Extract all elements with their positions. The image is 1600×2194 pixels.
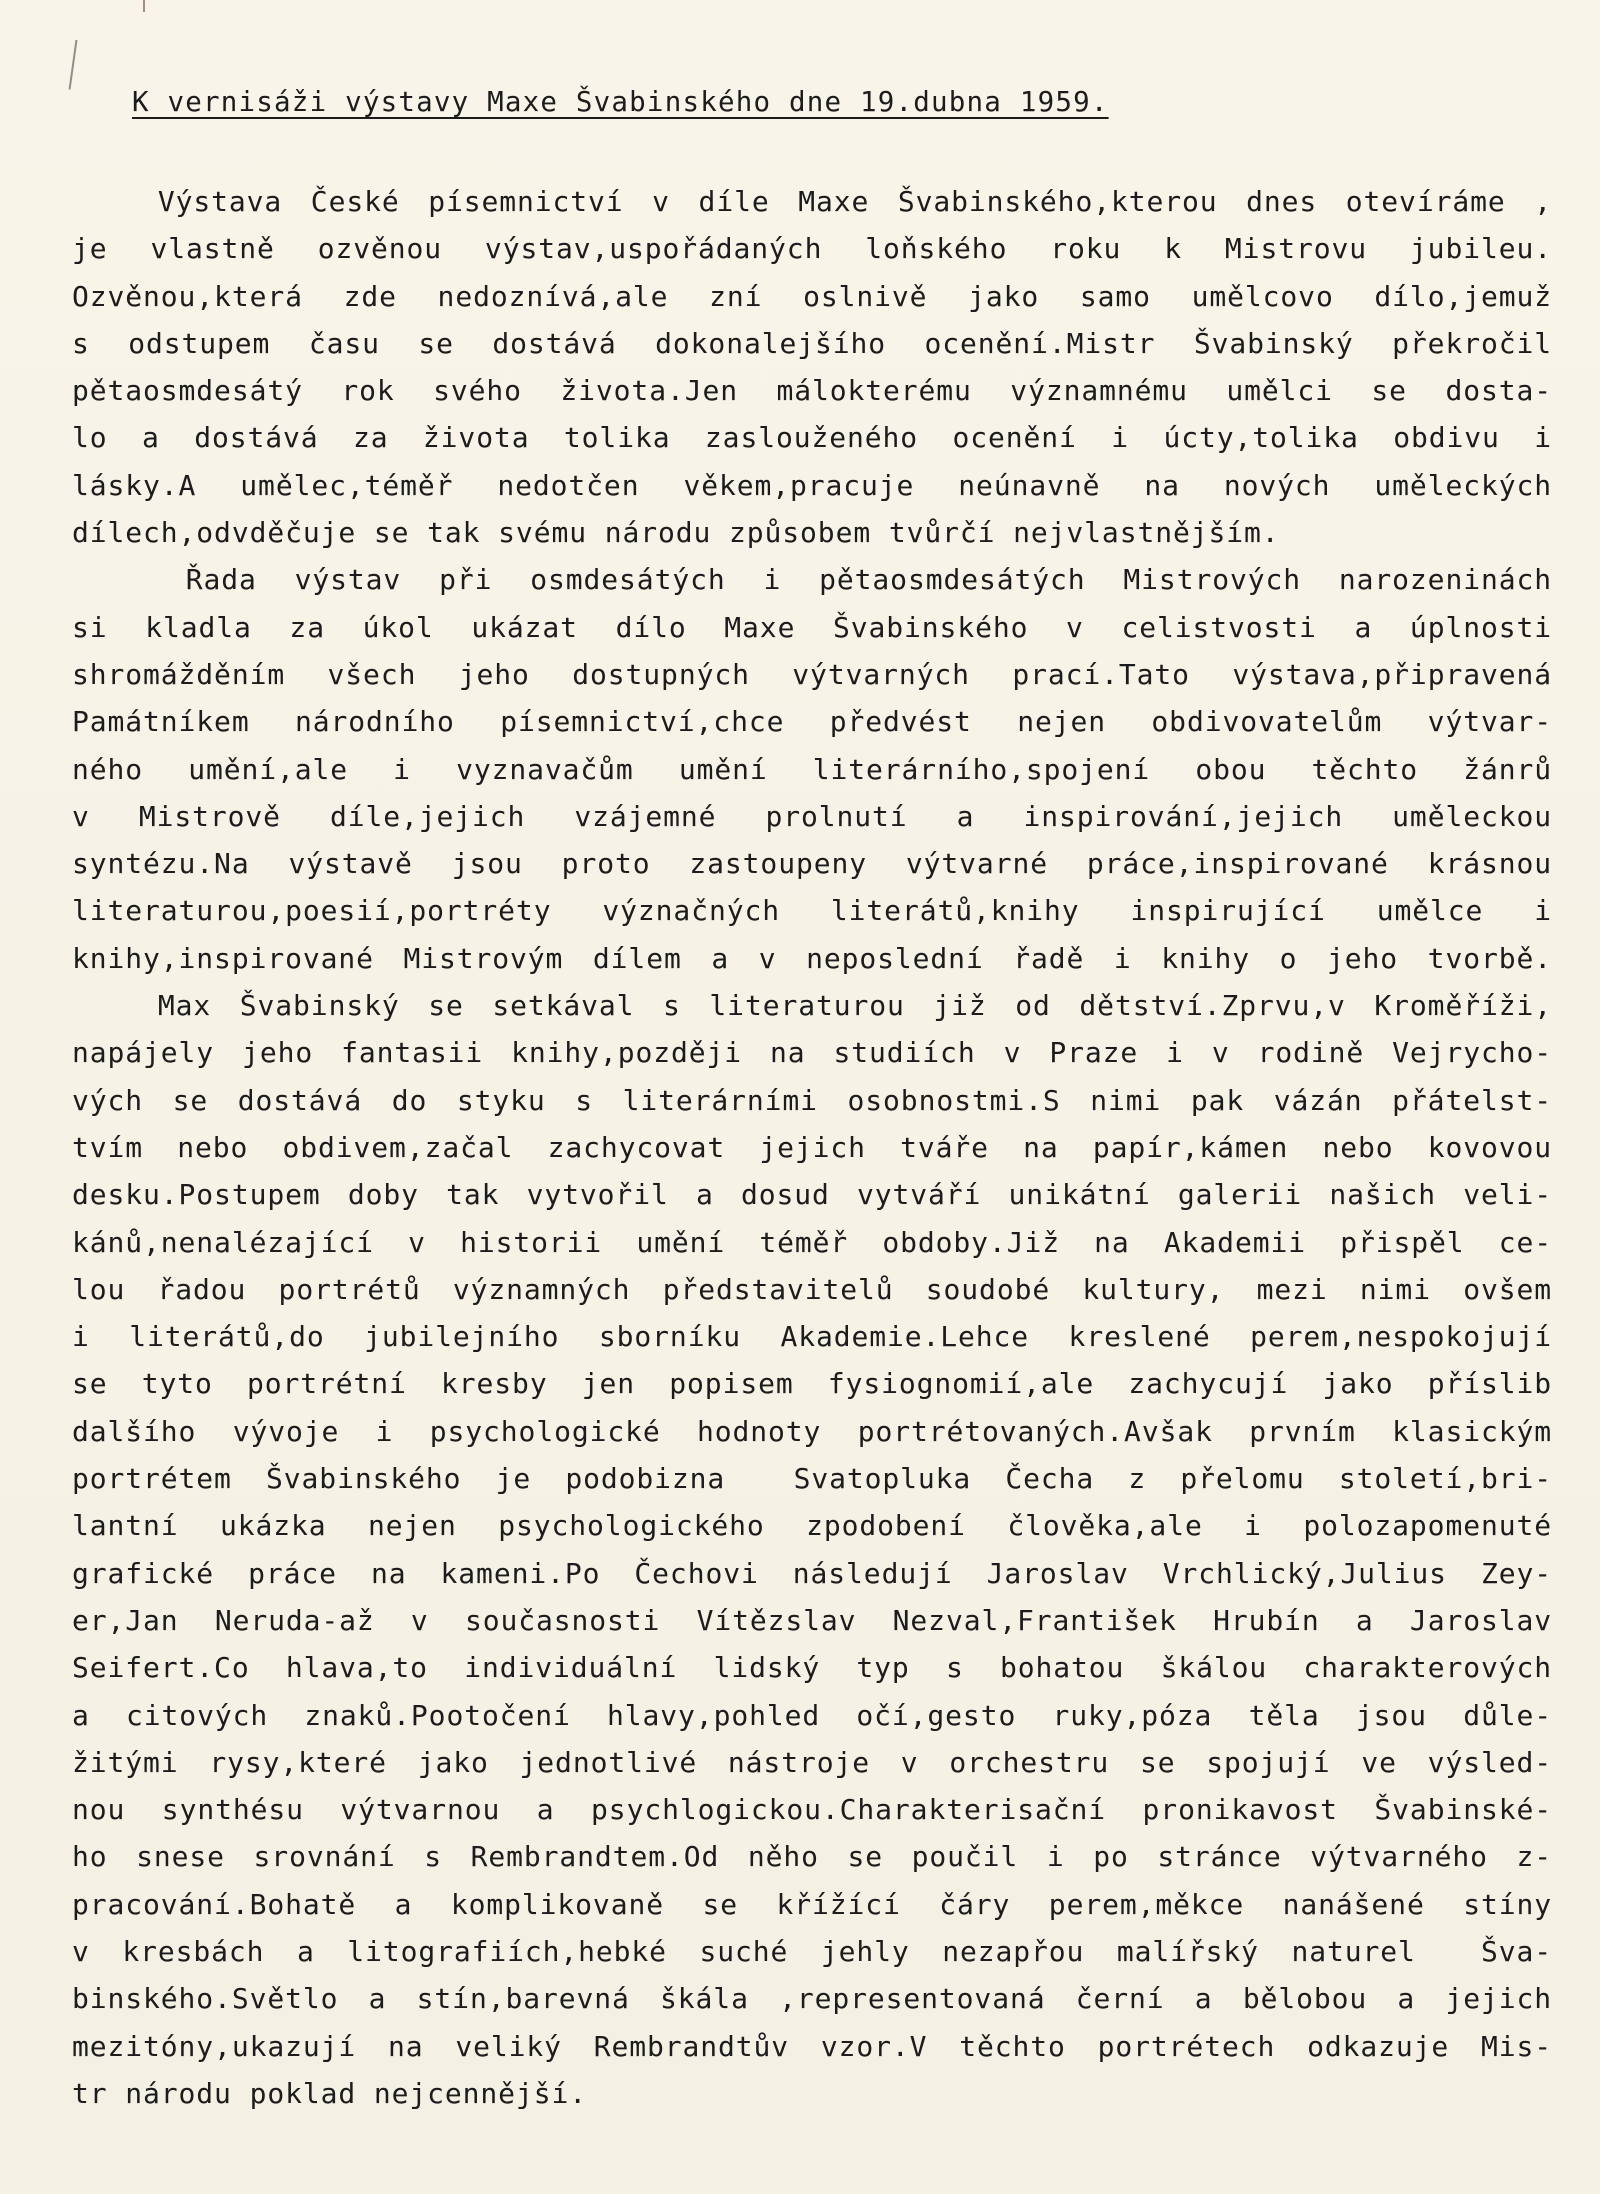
text-line: je vlastně ozvěnou výstav,uspořádaných loňského roku k Mistrovu jubileu. [72,232,1552,266]
text-line: s odstupem času se dostává dokonalejšího ocenění.Mistr Švabinský překročil [72,326,1552,360]
text-line: Památníkem národního písemnictví,chce předvést nejen obdivovatelům výtvar- [72,705,1552,739]
text-line: tvím nebo obdivem,začal zachycovat jejich tváře na papír,kámen nebo kovovou [72,1130,1552,1164]
text-line: Ozvěnou,která zde nedoznívá,ale zní oslnivě jako samo umělcovo dílo,jemuž [72,279,1552,313]
text-line: se tyto portrétní kresby jen popisem fysiognomií,ale zachycují jako příslib [72,1367,1552,1401]
text-line: a citových znaků.Pootočení hlavy,pohled očí,gesto ruky,póza těla jsou důle- [72,1698,1552,1732]
body-text [72,178,1552,2117]
paper-edge-mark [143,0,145,12]
text-line: literaturou,poesií,portréty význačných literátů,knihy inspirující umělce i [72,894,1552,928]
text-line: lásky.A umělec,téměř nedotčen věkem,pracuje neúnavně na nových uměleckých [72,468,1552,502]
text-line: syntézu.Na výstavě jsou proto zastoupeny výtvarné práce,inspirované krásnou [72,847,1552,881]
text-line: Seifert.Co hlava,to individuální lidský typ s bohatou škálou charakterových [72,1651,1552,1685]
text-line: er,Jan Neruda-až v současnosti Vítězslav Nezval,František Hrubín a Jaroslav [72,1603,1552,1637]
text-line: binského.Světlo a stín,barevná škála ,representovaná černí a bělobou a jejich [72,1982,1552,2016]
text-line: vých se dostává do styku s literárními osobnostmi.S nimi pak vázán přátelst- [72,1083,1552,1117]
text-line: dalšího vývoje i psychologické hodnoty portrétovaných.Avšak prvním klasickým [72,1414,1552,1448]
text-line: v kresbách a litografiích,hebké suché jehly nezapřou malířský naturel Šva- [72,1934,1552,1968]
text-line: pracování.Bohatě a komplikovaně se křížící čáry perem,měkce nanášené stíny [72,1887,1552,1921]
text-line: Řada výstav při osmdesátých i pětaosmdesátých Mistrových narozeninách [72,563,1552,597]
text-line: v Mistrově díle,jejich vzájemné prolnutí a inspirování,jejich uměleckou [72,799,1552,833]
page-title: K vernisáži výstavy Maxe Švabinského dne 19.dubna 1959. [132,86,1109,118]
text-line: lantní ukázka nejen psychologického zpodobení člověka,ale i polozapomenuté [72,1509,1552,1543]
text-line: lou řadou portrétů významných představitelů soudobé kultury, mezi nimi ovšem [72,1272,1552,1306]
text-line: portrétem Švabinského je podobizna Svatopluka Čecha z přelomu století,bri- [72,1462,1552,1496]
text-line: grafické práce na kameni.Po Čechovi následují Jaroslav Vrchlický,Julius Zey- [72,1556,1552,1590]
text-line: Výstava České písemnictví v díle Maxe Švabinského,kterou dnes otevíráme , [72,185,1552,218]
text-line: tr národu poklad nejcennější. [72,2076,587,2110]
text-line: ho snese srovnání s Rembrandtem.Od něho se poučil i po stránce výtvarného z- [72,1840,1552,1874]
text-line: mezitóny,ukazují na veliký Rembrandtův vzor.V těchto portrétech odkazuje Mis- [72,2029,1552,2063]
text-line: nou synthésu výtvarnou a psychlogickou.Charakterisační pronikavost Švabinské- [72,1793,1552,1827]
text-line: desku.Postupem doby tak vytvořil a dosud vytváří unikátní galerii našich veli- [72,1178,1552,1212]
text-line: napájely jeho fantasii knihy,později na studiích v Praze i v rodině Vejrycho- [72,1036,1552,1070]
text-line: ného umění,ale i vyznavačům umění literárního,spojení obou těchto žánrů [72,752,1552,786]
text-line: žitými rysy,které jako jednotlivé nástroje v orchestru se spojují ve výsled- [72,1745,1552,1779]
text-line: dílech,odvděčuje se tak svému národu způsobem tvůrčí nejvlastnějším. [72,516,1280,550]
text-line: Max Švabinský se setkával s literaturou již od dětství.Zprvu,v Kroměříži, [72,989,1552,1023]
text-line: shromážděním všech jeho dostupných výtvarných prací.Tato výstava,připravená [72,657,1552,691]
text-line: knihy,inspirované Mistrovým dílem a v neposlední řadě i knihy o jeho tvorbě. [72,941,1552,975]
text-line: pětaosmdesátý rok svého života.Jen málokterému významnému umělci se dosta- [72,374,1552,408]
text-line: i literátů,do jubilejního sborníku Akademie.Lehce kreslené perem,nespokojují [72,1320,1552,1354]
text-line: si kladla za úkol ukázat dílo Maxe Švabinského v celistvosti a úplnosti [72,610,1552,644]
margin-pencil-mark [69,40,82,90]
text-line: kánů,nenalézající v historii umění téměř obdoby.Již na Akademii přispěl ce- [72,1225,1552,1259]
text-line: lo a dostává za života tolika zaslouženého ocenění i úcty,tolika obdivu i [72,421,1552,455]
